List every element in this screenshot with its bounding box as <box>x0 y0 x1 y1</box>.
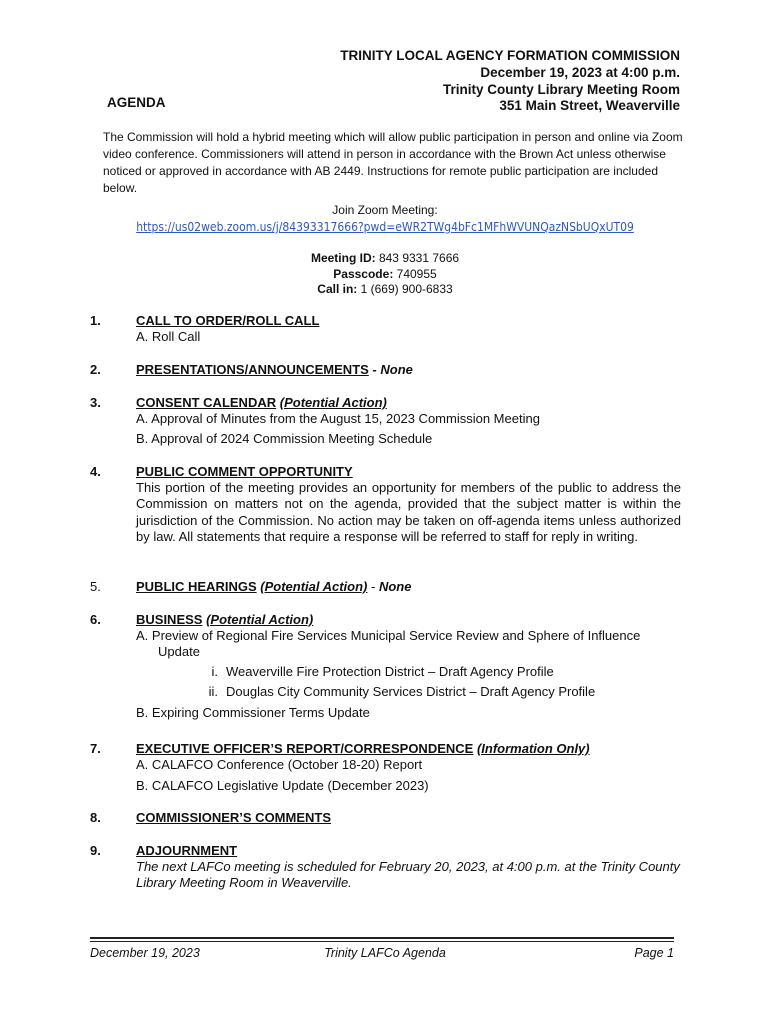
item-6-number: 6. <box>90 612 101 627</box>
item-1-title-text: CALL TO ORDER/ROLL CALL <box>136 313 320 328</box>
item-6a-ii-numeral: ii. <box>208 684 218 699</box>
item-1-number: 1. <box>90 313 101 328</box>
item-3-title-text: CONSENT CALENDAR <box>136 395 277 410</box>
meeting-info <box>0 251 770 298</box>
zoom-join-label: Join Zoom Meeting: <box>332 203 438 217</box>
item-3-number: 3. <box>90 395 101 410</box>
item-5-title <box>136 579 411 594</box>
footer-page-number: Page 1 <box>634 946 674 960</box>
item-7-number: 7. <box>90 741 101 756</box>
item-2-title <box>136 362 413 377</box>
item-3-title <box>136 395 387 410</box>
item-6-title <box>136 612 313 627</box>
item-8-title-text: COMMISSIONER’S COMMENTS <box>136 810 332 825</box>
intro-paragraph: The Commission will hold a hybrid meeting which will allow public participation in person and online via Zoom video conference. Commissioners will attend in person in accordance with the Brown Act unless otherwise noticed or approved in accordance with AB 2449. Instructions for remote public participation are included below. <box>103 130 683 195</box>
callin-label: Call in: <box>317 282 358 296</box>
item-6a-ii-text: Douglas City Community Services District – Draft Agency Profile <box>226 684 596 699</box>
footer-rule-thick <box>90 937 674 939</box>
item-5-number: 5. <box>90 579 101 594</box>
item-7-title-text: EXECUTIVE OFFICER’S REPORT/CORRESPONDENCE <box>136 741 474 756</box>
item-5-tag: (Potential Action) <box>260 579 368 594</box>
item-6b: B. Expiring Commissioner Terms Update <box>136 705 370 720</box>
item-8-title <box>136 810 331 825</box>
item-6a-i-numeral: i. <box>211 664 218 679</box>
callin-line <box>0 282 770 298</box>
zoom-meeting-link[interactable]: https://us02web.zoom.us/j/84393317666?pwd=eWR2TWg4bFc1MFhWVUNQazNSbUQxUT09 <box>136 220 634 234</box>
item-6a: A. Preview of Regional Fire Services Municipal Service Review and Sphere of Influence <box>136 628 641 643</box>
agenda-heading: AGENDA <box>107 95 166 110</box>
passcode-value: 740955 <box>393 266 437 281</box>
item-9-body: The next LAFCo meeting is scheduled for February 20, 2023, at 4:00 p.m. at the Trinity County Library Meeting Room in Weaverville. <box>136 859 680 891</box>
item-4-title-text: PUBLIC COMMENT OPPORTUNITY <box>136 464 353 479</box>
item-7b: B. CALAFCO Legislative Update (December 2023) <box>136 778 429 793</box>
item-2-suffix: - None <box>368 362 413 377</box>
item-9-title <box>136 843 237 858</box>
item-8-number: 8. <box>90 810 101 825</box>
passcode-line <box>0 267 770 283</box>
meeting-id-line <box>0 251 770 267</box>
item-6-title-text: BUSINESS <box>136 612 203 627</box>
item-5-none: None <box>378 579 412 594</box>
item-9-number: 9. <box>90 843 101 858</box>
header-meeting-datetime: December 19, 2023 at 4:00 p.m. <box>480 65 680 80</box>
item-4-number: 4. <box>90 464 101 479</box>
item-6a-i-text: Weaverville Fire Protection District – Draft Agency Profile <box>226 664 554 679</box>
meeting-id-label: Meeting ID: <box>310 251 376 265</box>
item-7-tag: (Information Only) <box>476 741 590 756</box>
item-5-dash: - <box>367 579 379 594</box>
item-3b: B. Approval of 2024 Commission Meeting Schedule <box>136 431 433 446</box>
item-2-title-text: PRESENTATIONS/ANNOUNCEMENTS <box>136 362 369 377</box>
item-7-title <box>136 741 590 756</box>
item-7a: A. CALAFCO Conference (October 18-20) Report <box>136 757 423 772</box>
item-4-title <box>136 464 353 479</box>
item-3a: A. Approval of Minutes from the August 15, 2023 Commission Meeting <box>136 411 540 426</box>
footer-rule-thin <box>90 941 674 942</box>
item-9-title-text: ADJOURNMENT <box>136 843 238 858</box>
item-1a: A. Roll Call <box>136 329 201 344</box>
footer-date: December 19, 2023 <box>90 946 200 960</box>
item-1-title <box>136 313 319 328</box>
item-2-number: 2. <box>90 362 101 377</box>
footer-title: Trinity LAFCo Agenda <box>324 946 446 960</box>
item-5-title-text: PUBLIC HEARINGS <box>136 579 257 594</box>
meeting-id-value: 843 9331 7666 <box>375 251 460 265</box>
item-6-tag: (Potential Action) <box>206 612 314 627</box>
passcode-label: Passcode: <box>333 266 394 281</box>
item-6a-continued: Update <box>158 644 200 659</box>
header-address: 351 Main Street, Weaverville <box>499 98 680 113</box>
header-meeting-location: Trinity County Library Meeting Room <box>442 82 680 97</box>
header-commission-name: TRINITY LOCAL AGENCY FORMATION COMMISSION <box>340 48 680 63</box>
item-4-body: This portion of the meeting provides an opportunity for members of the public to address the Commission on matters not on the agenda, provided that the subject matter is within the jurisdiction of the Commission. No action may be taken on off-agenda items unless authorized by law. All statements that require a response will be referred to staff for reply in writing. <box>136 480 681 544</box>
item-3-tag: (Potential Action) <box>279 395 387 410</box>
callin-value: 1 (669) 900-6833 <box>357 282 453 296</box>
